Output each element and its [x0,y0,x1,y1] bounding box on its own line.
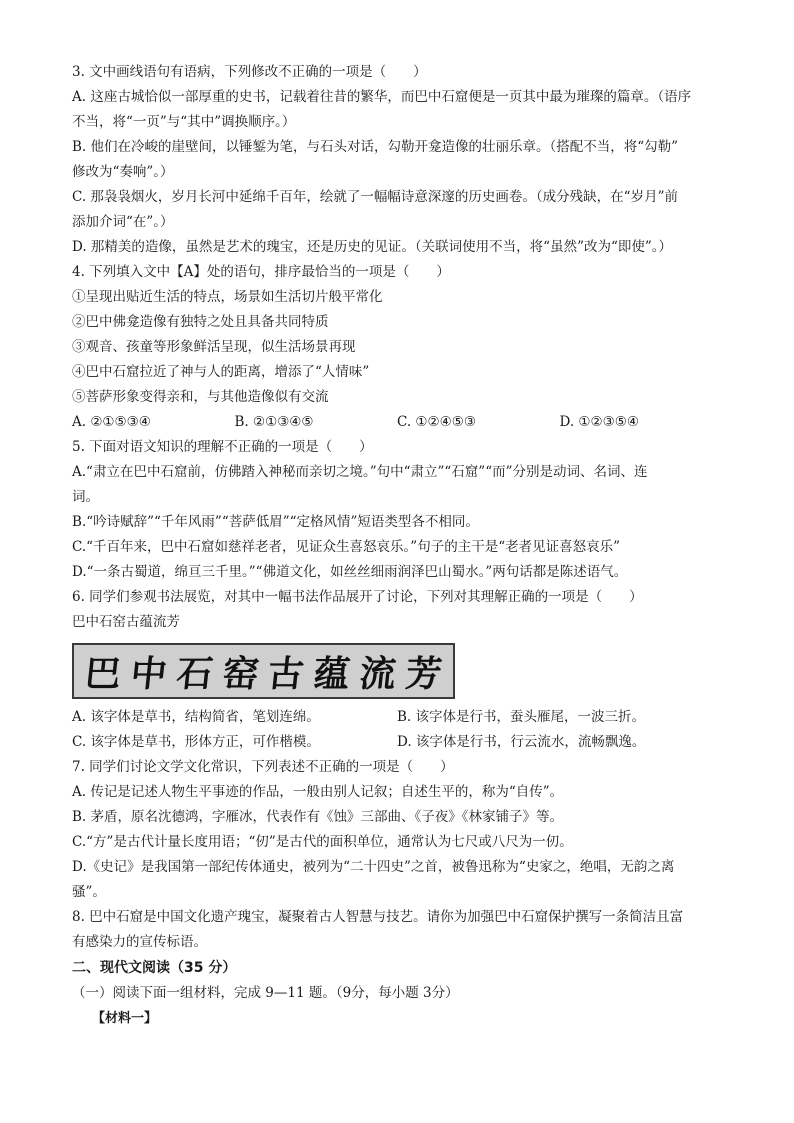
question-8-line-2: 有感染力的宣传标语。 [72,934,207,950]
option-c-line-2: 添加介词“在”。） [72,214,174,230]
option-d: D.“一条古蜀道，绵亘三千里。”“佛道文化，如丝丝细雨润泽巴山蜀水。”两句话都是陈述语气。 [72,564,628,580]
option-d-line-2: 骚”。 [72,884,106,900]
question-4-stem: 4. 下列填入文中【A】处的语句，排序最恰当的一项是（ ） [72,264,450,280]
calligraphy-char: 中 [128,652,169,695]
option-a: A. ②①⑤③④ [72,414,151,430]
option-c: C. ①②④⑤③ [397,414,476,430]
question-3-stem: 3. 文中画线语句有语病，下列修改不正确的一项是（ ） [72,64,427,80]
calligraphy-caption: 巴中石窑古蕴流芳 [72,614,180,630]
question-6 [72,585,722,755]
option-b-line-2: 修改为“奏响”。） [72,164,174,180]
calligraphy-char: 石 [174,652,215,695]
question-5-stem: 5. 下面对语文知识的理解不正确的一项是（ ） [72,439,373,455]
sentence-1: ①呈现出贴近生活的特点，场景如生活切片般平常化 [72,289,383,305]
exam-page [72,60,722,1032]
section-subtitle: （一）阅读下面一组材料，完成 9—11 题。（9分，每小题 3分） [72,985,459,1001]
section-title: 二、现代文阅读（35 分） [72,960,237,976]
option-a-line-1: A.“肃立在巴中石窟前，仿佛踏入神秘而亲切之境。”句中“肃立”“石窟”“而”分别是动词、名词、连 [72,464,648,480]
sentence-4: ④巴中石窟拉近了神与人的距离，增添了“人情味” [72,364,370,380]
calligraphy-char: 古 [265,652,307,695]
question-8-line-1: 8. 巴中石窟是中国文化遗产瑰宝，凝聚着古人智慧与技艺。请你为加强巴中石窟保护撰写一条简洁且富 [72,909,684,925]
calligraphy-char: 窑 [220,652,261,695]
calligraphy-char: 芳 [403,652,445,695]
option-d: D. ①②③⑤④ [559,414,639,430]
question-6-options-row-1 [72,705,722,730]
option-a: A. 传记是记述人物生平事迹的作品，一般由别人记叙；自述生平的，称为“自传”。 [72,784,564,800]
question-7 [72,755,722,905]
option-d-line-1: D.《史记》是我国第一部纪传体通史，被列为“二十四史”之首，被鲁迅称为“史家之，绝唱，无韵之离 [72,859,675,875]
question-4 [72,260,722,435]
question-7-stem: 7. 同学们讨论文学文化常识，下列表述不正确的一项是（ ） [72,759,454,775]
question-8 [72,905,722,955]
option-d-line-1: D. 那精美的造像，虽然是艺术的瑰宝，还是历史的见证。（关联词使用不当，将“虽然”改为“即使”。） [72,239,673,255]
material-label: 【材料一】 [92,1011,158,1026]
section-2 [72,955,722,1032]
option-a-line-2: 不当，将“一页”与“其中”调换顺序。） [72,114,296,130]
calligraphy-char: 巴 [82,652,123,695]
question-4-options [72,410,722,435]
option-b: B. 该字体是行书，蚕头雁尾，一波三折。 [397,709,646,725]
calligraphy-image [72,643,455,699]
sentence-2: ②巴中佛龛造像有独特之处且具备共同特质 [72,314,329,330]
option-b: B. 茅盾，原名沈德鸿，字雁冰，代表作有《蚀》三部曲、《子夜》《林家铺子》等。 [72,809,564,825]
sentence-5: ⑤菩萨形象变得亲和，与其他造像似有交流 [72,389,329,405]
option-c: C.“千百年来，巴中石窟如慈祥老者，见证众生喜怒哀乐。”句子的主干是“老者见证喜怒哀乐” [72,539,620,555]
option-c: C.“方”是古代计量长度用语；“仞”是古代的面积单位，通常认为七尺或八尺为一仞。 [72,834,573,850]
question-6-options-row-2 [72,730,722,755]
sentence-3: ③观音、孩童等形象鲜活呈现，似生活场景再现 [72,339,356,355]
option-b: B. ②①③④⑤ [234,414,314,430]
option-c-line-1: C. 那袅袅烟火，岁月长河中延绵千百年，绘就了一幅幅诗意深邃的历史画卷。（成分残缺，在“岁月”前 [72,189,678,205]
question-6-stem: 6. 同学们参观书法展览，对其中一幅书法作品展开了讨论，下列对其理解正确的一项是（ ） [72,589,643,605]
option-d: D. 该字体是行书，行云流水，流畅飘逸。 [397,734,646,750]
calligraphy-char: 流 [357,652,399,695]
option-a-line-1: A. 这座古城恰似一部厚重的史书，记载着往昔的繁华，而巴中石窟便是一页其中最为璀璨的篇章。（语序 [72,89,692,105]
question-3 [72,60,722,260]
calligraphy-char: 蕴 [311,652,353,695]
option-b-line-1: B. 他们在冷峻的崖壁间，以锤錾为笔，与石头对话，勾勒开龛造像的壮丽乐章。（搭配不当，将“勾勒” [72,139,679,155]
option-b: B.“吟诗赋辞”“千年风雨”“菩萨低眉”“定格风情”短语类型各不相同。 [72,514,479,530]
question-5 [72,435,722,585]
option-a-line-2: 词。 [72,489,99,505]
option-c: C. 该字体是草书，形体方正，可作楷模。 [72,734,320,750]
option-a: A. 该字体是草书，结构简省，笔划连绵。 [72,709,320,725]
